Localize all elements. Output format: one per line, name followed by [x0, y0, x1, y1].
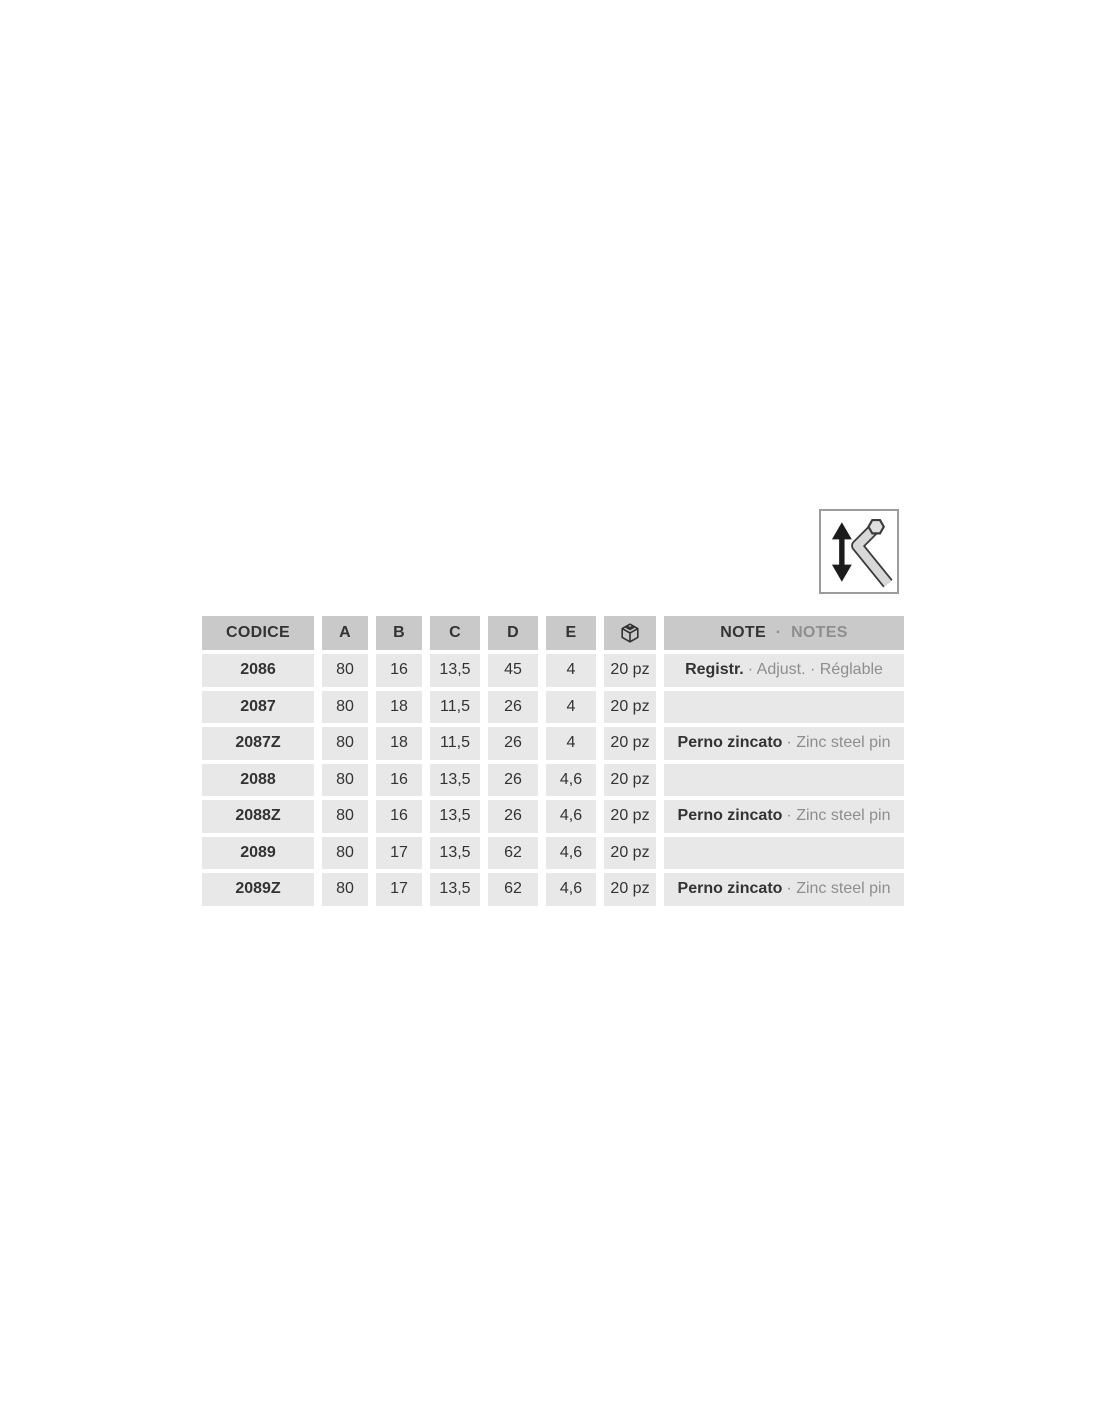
cell-a: 80: [322, 727, 368, 760]
cell-a: 80: [322, 691, 368, 724]
table-row: [202, 837, 904, 870]
allen-key-icon: [857, 520, 888, 583]
cell-b: 18: [376, 691, 422, 724]
table-row: [202, 727, 904, 760]
cell-note: [664, 837, 904, 870]
column-header-c: C: [430, 616, 480, 650]
column-header-a: A: [322, 616, 368, 650]
notes-header-primary: NOTE: [720, 624, 766, 641]
note-secondary-text: · Zinc steel pin: [786, 880, 891, 898]
cell-d: 62: [488, 873, 538, 906]
note-secondary-text: · Zinc steel pin: [786, 734, 891, 752]
table-row: [202, 691, 904, 724]
cell-qty: 20 pz: [604, 837, 656, 870]
cell-note: [664, 873, 904, 906]
cell-a: 80: [322, 800, 368, 833]
cell-e: 4: [546, 691, 596, 724]
cell-c: 13,5: [430, 654, 480, 687]
column-header-e: E: [546, 616, 596, 650]
note-secondary-text: · Adjust. · Réglable: [747, 661, 883, 679]
column-header-d: D: [488, 616, 538, 650]
note-primary-text: Registr.: [685, 661, 744, 679]
cell-c: 13,5: [430, 764, 480, 797]
cell-d: 26: [488, 691, 538, 724]
vertical-double-arrow-icon: [832, 522, 852, 582]
cell-b: 16: [376, 800, 422, 833]
cell-note: [664, 764, 904, 797]
cell-codice: 2088: [202, 764, 314, 797]
cell-codice: 2089Z: [202, 873, 314, 906]
cell-e: 4,6: [546, 764, 596, 797]
cell-codice: 2086: [202, 654, 314, 687]
cell-e: 4,6: [546, 837, 596, 870]
notes-header-secondary: NOTES: [791, 624, 848, 641]
column-header-notes: [664, 616, 904, 650]
table-row: [202, 764, 904, 797]
note-secondary-text: · Zinc steel pin: [786, 807, 891, 825]
cell-c: 13,5: [430, 837, 480, 870]
cell-note: [664, 654, 904, 687]
cell-codice: 2088Z: [202, 800, 314, 833]
cell-codice: 2087Z: [202, 727, 314, 760]
cell-a: 80: [322, 873, 368, 906]
spec-table: [194, 612, 912, 910]
table-row: [202, 654, 904, 687]
cell-d: 26: [488, 800, 538, 833]
cell-b: 17: [376, 873, 422, 906]
table-row: [202, 800, 904, 833]
cell-e: 4: [546, 654, 596, 687]
notes-header-separator: ·: [775, 624, 782, 641]
column-header-b: B: [376, 616, 422, 650]
cell-a: 80: [322, 837, 368, 870]
cell-qty: 20 pz: [604, 764, 656, 797]
table-row: [202, 873, 904, 906]
package-icon: [617, 621, 643, 645]
cell-d: 26: [488, 727, 538, 760]
cell-d: 45: [488, 654, 538, 687]
cell-codice: 2087: [202, 691, 314, 724]
cell-d: 62: [488, 837, 538, 870]
note-primary-text: Perno zincato: [677, 807, 783, 825]
cell-a: 80: [322, 654, 368, 687]
cell-b: 18: [376, 727, 422, 760]
column-header-codice: CODICE: [202, 616, 314, 650]
cell-note: [664, 691, 904, 724]
cell-c: 13,5: [430, 873, 480, 906]
cell-b: 16: [376, 764, 422, 797]
pictogram-graphic: [824, 515, 894, 589]
cell-a: 80: [322, 764, 368, 797]
cell-b: 16: [376, 654, 422, 687]
note-primary-text: Perno zincato: [677, 734, 783, 752]
cell-qty: 20 pz: [604, 691, 656, 724]
note-primary-text: Perno zincato: [677, 880, 783, 898]
cell-codice: 2089: [202, 837, 314, 870]
cell-qty: 20 pz: [604, 873, 656, 906]
cell-c: 11,5: [430, 727, 480, 760]
cell-c: 13,5: [430, 800, 480, 833]
cell-qty: 20 pz: [604, 727, 656, 760]
cell-c: 11,5: [430, 691, 480, 724]
cell-qty: 20 pz: [604, 654, 656, 687]
column-header-package: [604, 616, 656, 650]
product-pictogram-box: [819, 509, 899, 594]
cell-d: 26: [488, 764, 538, 797]
header-row: [202, 616, 904, 650]
cell-qty: 20 pz: [604, 800, 656, 833]
cell-note: [664, 727, 904, 760]
cell-b: 17: [376, 837, 422, 870]
cell-note: [664, 800, 904, 833]
spec-table-body: [202, 654, 904, 906]
cell-e: 4: [546, 727, 596, 760]
cell-e: 4,6: [546, 873, 596, 906]
cell-e: 4,6: [546, 800, 596, 833]
